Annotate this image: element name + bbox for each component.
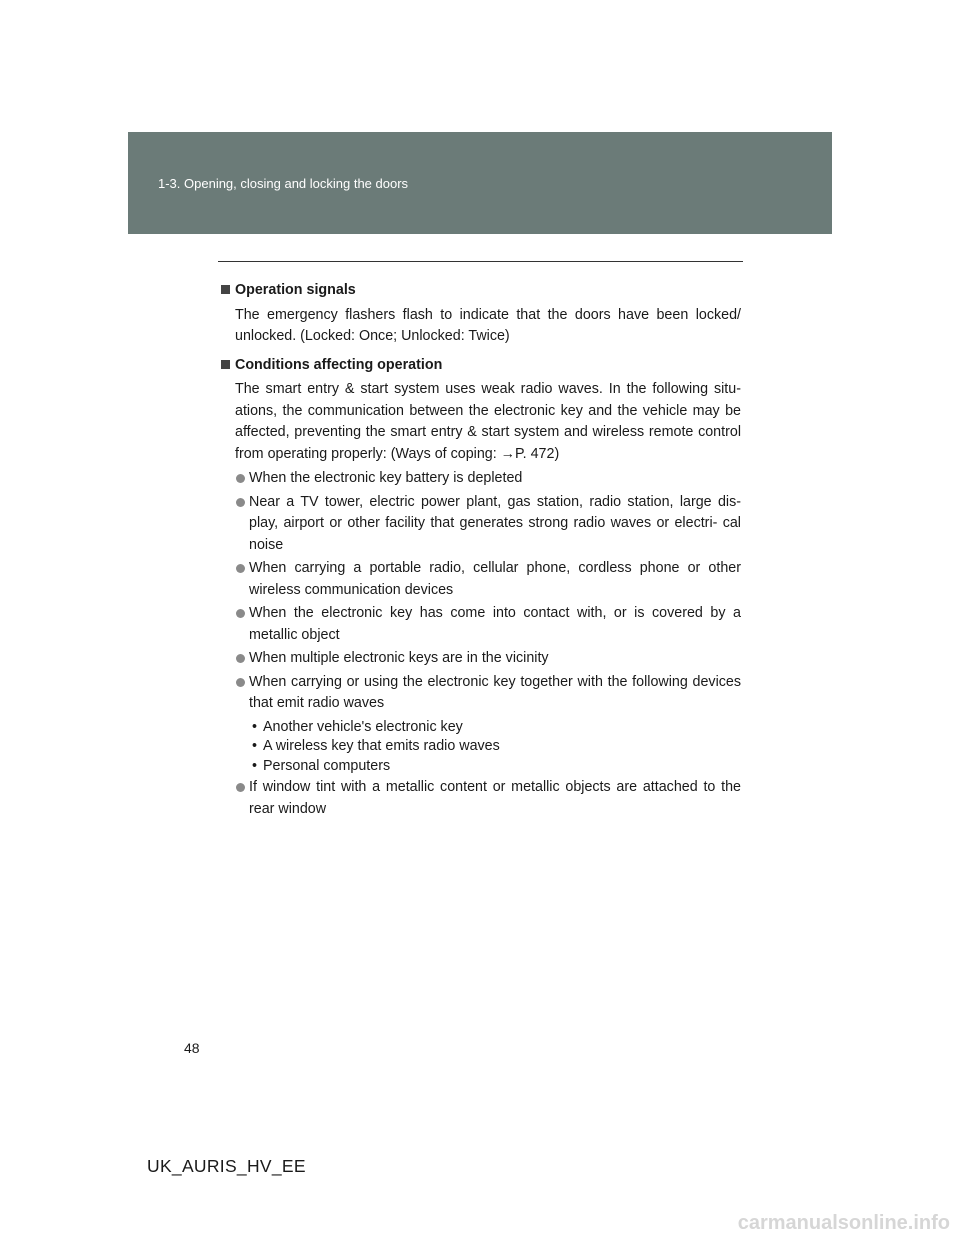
operation-signals-heading: Operation signals xyxy=(221,280,741,302)
list-item: Near a TV tower, electric power plant, gas station, radio station, large dis- play, airport or other facility that generates strong radio waves or electri- cal noise xyxy=(221,492,741,557)
list-item: When the electronic key has come into contact with, or is covered by a metallic object xyxy=(221,603,741,646)
list-item: When the electronic key battery is depleted xyxy=(221,468,741,490)
page-number: 48 xyxy=(184,1040,200,1056)
round-bullet-icon xyxy=(236,609,245,618)
square-bullet-icon xyxy=(221,285,230,294)
operation-signals-text: The emergency flashers flash to indicate that the doors have been locked/ unlocked. (Locked: Once; Unlocked: Twice) xyxy=(235,306,741,344)
conditions-text: The smart entry & start system uses weak radio waves. In the following situ- ations, the communication between the electronic key and the vehicle may be affected, preventing the smart entry & start system and wireless remote control from operating properly: (Ways of coping: →P. 472) xyxy=(235,381,741,462)
round-bullet-icon xyxy=(236,474,245,483)
page-content xyxy=(221,280,741,820)
square-bullet-icon xyxy=(221,360,230,369)
sub-list-item: • Another vehicle's electronic key xyxy=(252,718,463,735)
round-bullet-icon xyxy=(236,654,245,663)
round-bullet-icon xyxy=(236,498,245,507)
footer-document-code: UK_AURIS_HV_EE xyxy=(147,1156,306,1176)
list-item: If window tint with a metallic content or metallic objects are attached to the rear window xyxy=(221,777,741,820)
section-divider xyxy=(218,261,743,262)
watermark: carmanualsonline.info xyxy=(737,1212,950,1234)
round-bullet-icon xyxy=(236,783,245,792)
round-bullet-icon xyxy=(236,564,245,573)
list-item: When multiple electronic keys are in the vicinity xyxy=(221,648,741,670)
sub-list-item: • A wireless key that emits radio waves xyxy=(252,738,500,754)
list-item: When carrying or using the electronic key together with the following devices that emit radio waves xyxy=(221,672,741,715)
sub-list-item: • Personal computers xyxy=(252,757,391,774)
list-item: When carrying a portable radio, cellular phone, cordless phone or other wireless communication devices xyxy=(221,558,741,601)
conditions-heading: Conditions affecting operation xyxy=(221,355,741,377)
round-bullet-icon xyxy=(236,678,245,687)
section-title: 1-3. Opening, closing and locking the doors xyxy=(158,176,409,191)
